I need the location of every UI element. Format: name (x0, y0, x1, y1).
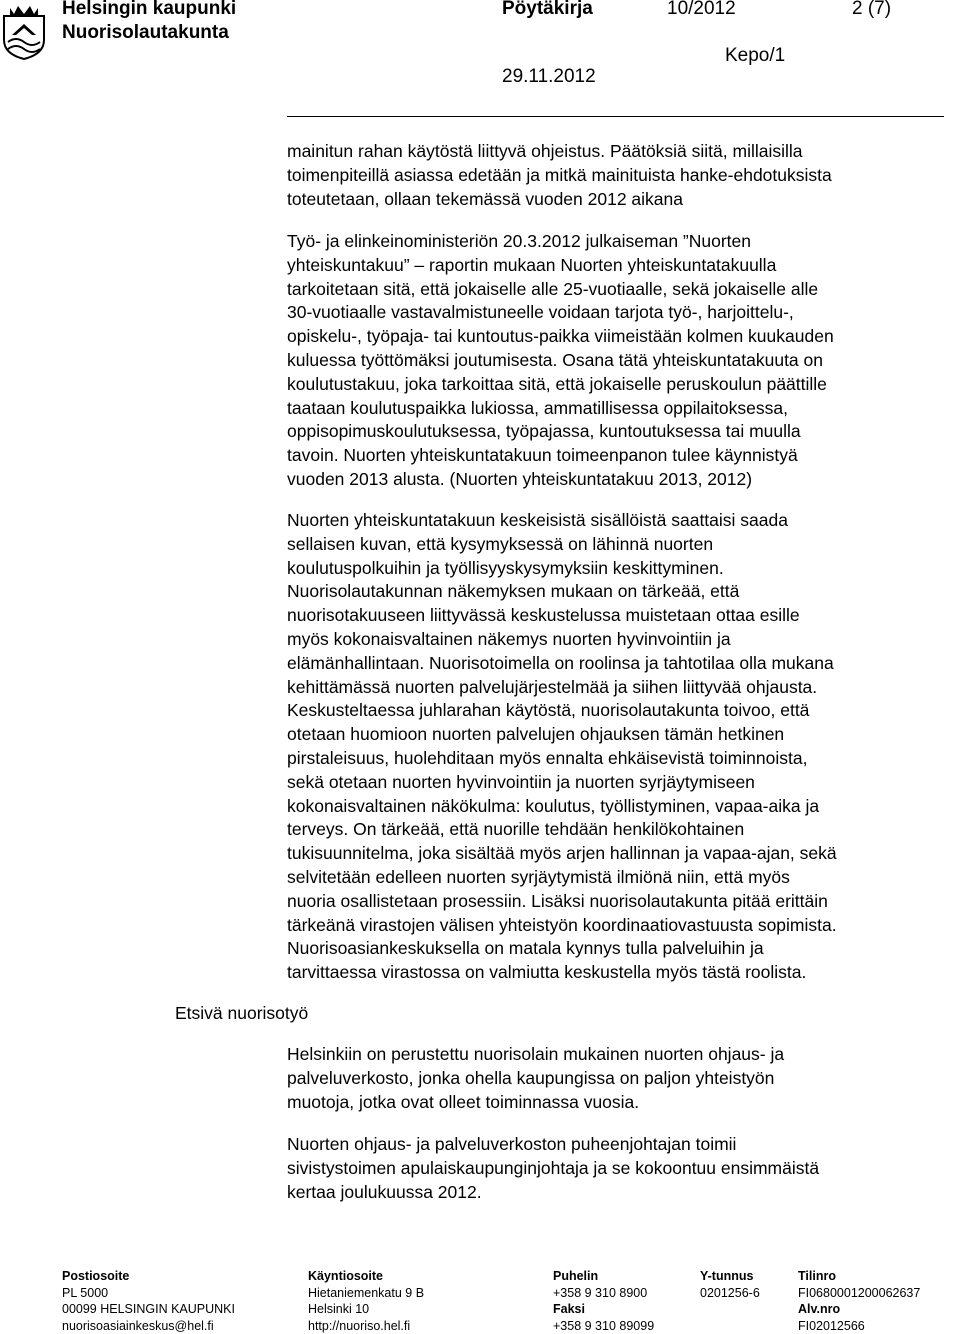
paragraph-1 (287, 140, 947, 211)
paragraph-line: sivistystoimen apulaiskaupunginjohtaja ja se kokoontuu ensimmäistä (287, 1157, 947, 1181)
footer-line: 00099 HELSINGIN KAUPUNKI (62, 1301, 235, 1318)
footer-website-link[interactable]: http://nuoriso.hel.fi (308, 1318, 424, 1334)
footer-phone (553, 1268, 654, 1334)
footer-heading: Faksi (553, 1301, 654, 1318)
paragraph-line: sekä otetaan nuorten hyvinvointiin ja nuorten syrjäytymiseen (287, 771, 947, 795)
footer-email-link[interactable]: nuorisoasiainkeskus@hel.fi (62, 1318, 235, 1334)
footer-business-id (700, 1268, 760, 1301)
paragraph-line: toimenpiteillä asiassa edetään ja mitkä mainituista hanke-ehdotuksista (287, 164, 947, 188)
paragraph-line: palveluverkosto, jonka ohella kaupungissa on paljon yhteistyön (287, 1067, 947, 1091)
footer-line: Helsinki 10 (308, 1301, 424, 1318)
footer-phone-value: +358 9 310 8900 (553, 1285, 654, 1302)
paragraph-line: nuorisotakuuseen liittyvässä keskustelussa muistetaan ottaa esille (287, 604, 947, 628)
header-divider (287, 116, 944, 117)
paragraph-line: sellaisen kuvan, että kysymyksessä on lähinnä nuorten (287, 533, 947, 557)
footer-vat-value: FI02012566 (798, 1318, 920, 1334)
footer-fax-value: +358 9 310 89099 (553, 1318, 654, 1334)
header-doc-number: 10/2012 (667, 0, 736, 20)
paragraph-line: pirstaleisuus, huolehditaan myös ennalta ehkäisevistä toiminnoista, (287, 747, 947, 771)
paragraph-line: Nuorten yhteiskuntatakuun keskeisistä sisällöistä saattaisi saada (287, 509, 947, 533)
paragraph-line: koulutustakuu, joka tarkoittaa sitä, että jokaiselle peruskoulun päättille (287, 373, 947, 397)
footer-heading: Alv.nro (798, 1301, 920, 1318)
city-crest-logo (2, 2, 46, 60)
header-page-number: 2 (7) (852, 0, 891, 20)
footer-line: PL 5000 (62, 1285, 235, 1302)
header-org: Helsingin kaupunki (62, 0, 236, 20)
paragraph-line: elämänhallintaan. Nuorisotoimella on roolinsa ja tahtotilaa olla mukana (287, 652, 947, 676)
paragraph-3 (287, 509, 947, 985)
header-unit: Nuorisolautakunta (62, 22, 229, 44)
paragraph-line: Nuorten ohjaus- ja palveluverkoston puheenjohtajan toimii (287, 1133, 947, 1157)
paragraph-line: nuoria osallistetaan prosessiin. Lisäksi nuorisolautakunta pitää erittäin (287, 890, 947, 914)
header-doc-type: Pöytäkirja (502, 0, 593, 20)
paragraph-4 (287, 1043, 947, 1114)
footer-heading: Tilinro (798, 1268, 920, 1285)
paragraph-line: terveys. On tärkeää, että nuorille tehdään henkilökohtainen (287, 818, 947, 842)
paragraph-line: tavoin. Nuorten yhteiskuntatakuun toimeenpanon tulee käynnistyä (287, 444, 947, 468)
paragraph-line: selvitetään edelleen nuorten syrjäytymistä ilmiönä niin, että myös (287, 866, 947, 890)
header-date: 29.11.2012 (502, 66, 596, 88)
paragraph-line: kokonaisvaltainen näkökulma: koulutus, työllistyminen, vapaa-aika ja (287, 795, 947, 819)
paragraph-line: kuluessa työttömäksi joutumisesta. Osana tätä yhteiskuntatakuuta on (287, 349, 947, 373)
paragraph-line: 30-vuotiaalle vastavalmistuneelle voidaan tarjota työ-, harjoittelu-, (287, 301, 947, 325)
footer-heading: Y-tunnus (700, 1268, 760, 1285)
paragraph-line: oppisopimuskoulutuksessa, työpajassa, kuntoutuksessa tai muulla (287, 420, 947, 444)
paragraph-2 (287, 230, 947, 492)
paragraph-5 (287, 1133, 947, 1204)
footer-heading: Puhelin (553, 1268, 654, 1285)
paragraph-line: otetaan huomioon nuorten palvelujen ohjauksen tämän hetkinen (287, 723, 947, 747)
footer-visiting-address (308, 1268, 424, 1334)
paragraph-line: toteutetaan, ollaan tekemässä vuoden 2012 aikana (287, 188, 947, 212)
paragraph-line: Helsinkiin on perustettu nuorisolain mukainen nuorten ohjaus- ja (287, 1043, 947, 1067)
paragraph-line: mainitun rahan käytöstä liittyvä ohjeistus. Päätöksiä siitä, millaisilla (287, 140, 947, 164)
footer-postal-address (62, 1268, 235, 1334)
footer-heading: Postiosoite (62, 1268, 235, 1285)
paragraph-line: opiskelu-, työpaja- tai kuntoutus-paikka viimeistään kolmen kuukauden (287, 325, 947, 349)
footer-heading: Käyntiosoite (308, 1268, 424, 1285)
side-heading: Etsivä nuorisotyö (175, 1003, 308, 1024)
footer-business-id-value: 0201256-6 (700, 1285, 760, 1302)
paragraph-line: koulutuspolkuihin ja työllisyyskysymyksiin keskittyminen. (287, 557, 947, 581)
footer-bank-value: FI0680001200062637 (798, 1285, 920, 1302)
paragraph-line: kertaa joulukuussa 2012. (287, 1181, 947, 1205)
paragraph-line: Keskusteltaessa juhlarahan käytöstä, nuorisolautakunta toivoo, että (287, 699, 947, 723)
header-section: Kepo/1 (725, 45, 785, 67)
paragraph-line: taataan koulutuspaikka lukiossa, ammatillisessa oppilaitoksessa, (287, 397, 947, 421)
paragraph-line: tarkoitetaan sitä, että jokaiselle alle 25-vuotiaalle, sekä jokaiselle alle (287, 278, 947, 302)
paragraph-line: tukisuunnitelma, joka sisältää myös arjen hallinnan ja vapaa-ajan, sekä (287, 842, 947, 866)
footer-line: Hietaniemenkatu 9 B (308, 1285, 424, 1302)
paragraph-line: tärkeänä virastojen välisen yhteistyön koordinaatiovastuusta sopimista. (287, 914, 947, 938)
paragraph-line: tarvittaessa virastossa on valmiutta keskustella myös tästä roolista. (287, 961, 947, 985)
paragraph-line: Nuorisolautakunnan näkemyksen mukaan on tärkeää, että (287, 580, 947, 604)
paragraph-line: yhteiskuntakuu” – raportin mukaan Nuorten yhteiskuntatakuulla (287, 254, 947, 278)
paragraph-line: Työ- ja elinkeinoministeriön 20.3.2012 julkaiseman ”Nuorten (287, 230, 947, 254)
paragraph-line: Nuorisoasiankeskuksella on matala kynnys tulla palveluihin ja (287, 937, 947, 961)
footer-bank (798, 1268, 920, 1334)
paragraph-line: vuoden 2013 alusta. (Nuorten yhteiskuntatakuu 2013, 2012) (287, 468, 947, 492)
paragraph-line: myös kokonaisvaltainen näkemys nuorten hyvinvointiin ja (287, 628, 947, 652)
paragraph-line: kehittämässä nuorten palvelujärjestelmää ja siihen liittyvää ohjausta. (287, 676, 947, 700)
paragraph-line: muotoja, jotka ovat olleet toiminnassa vuosia. (287, 1091, 947, 1115)
